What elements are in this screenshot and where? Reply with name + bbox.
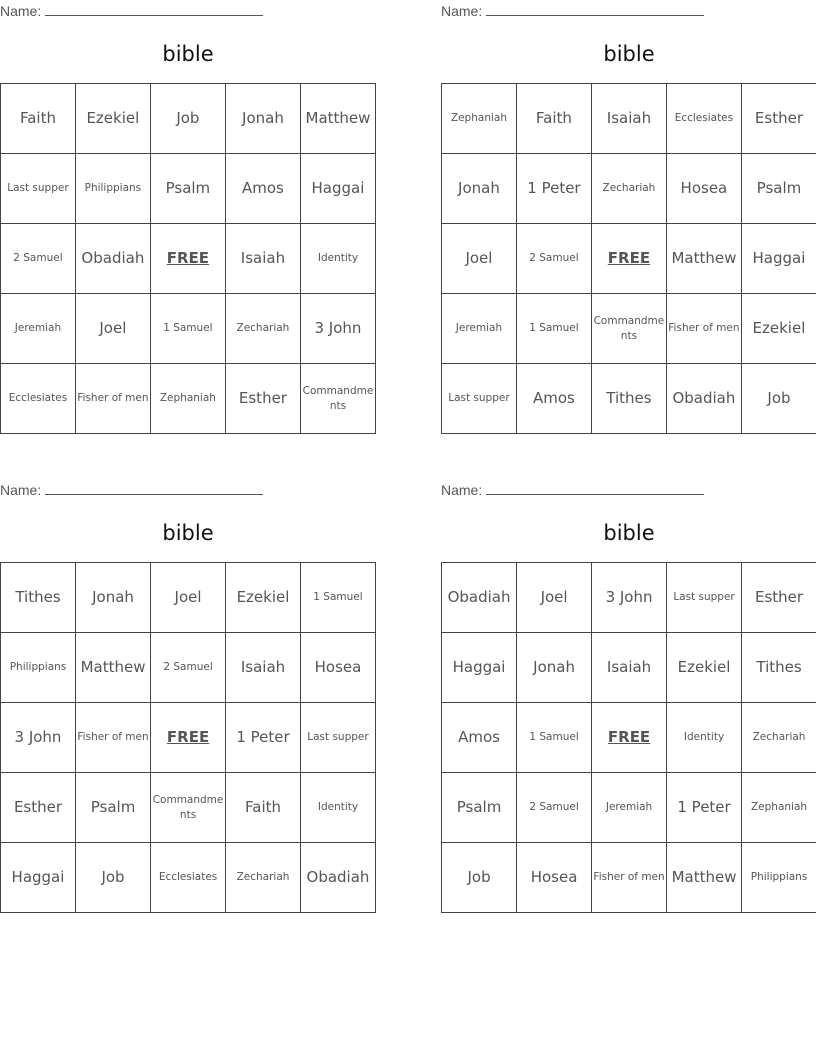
bingo-cell[interactable]: Philippians	[1, 633, 76, 703]
bingo-cell[interactable]: Job	[741, 364, 816, 434]
name-label: Name:	[0, 3, 42, 19]
bingo-cell[interactable]: Hosea	[666, 154, 741, 224]
grid-row	[442, 154, 816, 224]
bingo-cell[interactable]: Isaiah	[591, 84, 666, 154]
grid-row	[1, 633, 376, 703]
bingo-cell[interactable]: Last supper	[442, 364, 517, 434]
bingo-cell[interactable]: Haggai	[442, 633, 517, 703]
bingo-cell[interactable]: Identity	[300, 224, 375, 294]
bingo-cell[interactable]: Jeremiah	[592, 773, 667, 843]
name-label: Name:	[441, 3, 483, 19]
bingo-cell[interactable]: Commandments	[300, 364, 375, 434]
bingo-cell[interactable]: Joel	[517, 563, 592, 633]
card-title: bible	[162, 521, 214, 545]
bingo-cell[interactable]: Psalm	[741, 154, 816, 224]
bingo-cell[interactable]: 1 Samuel	[300, 563, 375, 633]
bingo-cell[interactable]: Zechariah	[591, 154, 666, 224]
name-label: Name:	[0, 482, 42, 498]
bingo-cell[interactable]: Fisher of men	[592, 843, 667, 913]
bingo-cell[interactable]: Zechariah	[225, 294, 300, 364]
bingo-cell[interactable]: Isaiah	[226, 633, 301, 703]
bingo-cell[interactable]: Amos	[442, 703, 517, 773]
grid-row	[1, 843, 376, 913]
bingo-cell[interactable]: Fisher of men	[75, 703, 150, 773]
bingo-cell[interactable]: 3 John	[592, 563, 667, 633]
bingo-cell[interactable]: Ezekiel	[741, 294, 816, 364]
grid-row	[442, 703, 816, 773]
bingo-cell[interactable]: Ezekiel	[226, 563, 301, 633]
bingo-grid	[441, 83, 816, 434]
bingo-cell[interactable]: Zechariah	[226, 843, 301, 913]
bingo-cell[interactable]: Psalm	[75, 773, 150, 843]
bingo-cell[interactable]: 3 John	[1, 703, 76, 773]
bingo-cell[interactable]: Jeremiah	[442, 294, 517, 364]
bingo-cell[interactable]: Haggai	[300, 154, 375, 224]
grid-row	[1, 563, 376, 633]
bingo-cell[interactable]: 1 Peter	[516, 154, 591, 224]
bingo-cell[interactable]: Esther	[741, 84, 816, 154]
grid-row	[442, 84, 816, 154]
bingo-cell[interactable]: Tithes	[1, 563, 76, 633]
grid-row	[1, 84, 376, 154]
free-space-cell[interactable]: FREE	[150, 224, 225, 294]
bingo-cell[interactable]: Matthew	[667, 843, 742, 913]
bingo-cell[interactable]: Tithes	[591, 364, 666, 434]
bingo-cell[interactable]: Last supper	[300, 703, 375, 773]
bingo-cell[interactable]: Philippians	[75, 154, 150, 224]
grid-row	[1, 364, 376, 434]
bingo-cell[interactable]: Esther	[742, 563, 816, 633]
bingo-cell[interactable]: Zephaniah	[742, 773, 816, 843]
bingo-cell[interactable]: Job	[150, 84, 225, 154]
grid-row	[442, 773, 816, 843]
grid-row	[1, 224, 376, 294]
bingo-cell[interactable]: 2 Samuel	[517, 773, 592, 843]
bingo-cell[interactable]: Joel	[442, 224, 517, 294]
bingo-cell[interactable]: Matthew	[666, 224, 741, 294]
bingo-cell[interactable]: Obadiah	[666, 364, 741, 434]
bingo-cell[interactable]: Tithes	[742, 633, 816, 703]
bingo-cell[interactable]: Last supper	[1, 154, 76, 224]
name-blank-line[interactable]	[486, 3, 704, 16]
bingo-cell[interactable]: Matthew	[300, 84, 375, 154]
name-blank-line[interactable]	[45, 482, 263, 495]
bingo-cell[interactable]: Philippians	[742, 843, 816, 913]
bingo-cell[interactable]: Jonah	[75, 563, 150, 633]
bingo-cell[interactable]: Fisher of men	[666, 294, 741, 364]
bingo-cell[interactable]: Commandments	[151, 773, 226, 843]
bingo-cell[interactable]: 1 Samuel	[516, 294, 591, 364]
grid-row	[1, 773, 376, 843]
bingo-cell[interactable]: Amos	[516, 364, 591, 434]
grid-row	[442, 224, 816, 294]
bingo-cell[interactable]: Isaiah	[592, 633, 667, 703]
bingo-cell[interactable]: Jonah	[517, 633, 592, 703]
grid-row	[1, 294, 376, 364]
name-field	[441, 3, 704, 19]
grid-row	[442, 364, 816, 434]
bingo-cell[interactable]: Zephaniah	[442, 84, 517, 154]
name-blank-line[interactable]	[486, 482, 704, 495]
bingo-cell[interactable]: Faith	[1, 84, 76, 154]
bingo-cell[interactable]: 1 Samuel	[517, 703, 592, 773]
bingo-grid	[0, 562, 376, 913]
bingo-cell[interactable]: Job	[75, 843, 150, 913]
bingo-cell[interactable]: Psalm	[442, 773, 517, 843]
bingo-grid	[441, 562, 816, 913]
bingo-cell[interactable]: 2 Samuel	[1, 224, 76, 294]
bingo-cell[interactable]: 2 Samuel	[516, 224, 591, 294]
grid-row	[1, 154, 376, 224]
bingo-cell[interactable]: Ecclesiates	[1, 364, 76, 434]
bingo-cell[interactable]: Obadiah	[442, 563, 517, 633]
name-field	[0, 482, 263, 498]
bingo-cell[interactable]: 3 John	[300, 294, 375, 364]
bingo-cell[interactable]: Joel	[75, 294, 150, 364]
bingo-cell[interactable]: Matthew	[75, 633, 150, 703]
free-space-cell[interactable]: FREE	[151, 703, 226, 773]
bingo-cell[interactable]: 1 Samuel	[150, 294, 225, 364]
free-space-cell[interactable]: FREE	[592, 703, 667, 773]
bingo-cell[interactable]: Haggai	[741, 224, 816, 294]
grid-row	[442, 633, 816, 703]
bingo-cell[interactable]: Ezekiel	[75, 84, 150, 154]
bingo-cell[interactable]: Hosea	[300, 633, 375, 703]
bingo-cell[interactable]: Isaiah	[225, 224, 300, 294]
bingo-cell[interactable]: Haggai	[1, 843, 76, 913]
bingo-cell[interactable]: 1 Peter	[226, 703, 301, 773]
name-field	[0, 3, 263, 19]
grid-row	[1, 703, 376, 773]
bingo-cell[interactable]: Esther	[225, 364, 300, 434]
bingo-cell[interactable]: Jonah	[225, 84, 300, 154]
bingo-cell[interactable]: Faith	[516, 84, 591, 154]
name-blank-line[interactable]	[45, 3, 263, 16]
bingo-cell[interactable]: Job	[442, 843, 517, 913]
bingo-cell[interactable]: Ecclesiates	[666, 84, 741, 154]
bingo-cell[interactable]: Hosea	[517, 843, 592, 913]
bingo-cell[interactable]: Identity	[667, 703, 742, 773]
bingo-cell[interactable]: Esther	[1, 773, 76, 843]
bingo-cell[interactable]: Last supper	[667, 563, 742, 633]
grid-row	[442, 294, 816, 364]
bingo-cell[interactable]: Obadiah	[300, 843, 375, 913]
bingo-cell[interactable]: Faith	[226, 773, 301, 843]
name-label: Name:	[441, 482, 483, 498]
bingo-cell[interactable]: Ezekiel	[667, 633, 742, 703]
name-field	[441, 482, 704, 498]
card-title: bible	[603, 42, 655, 66]
bingo-cell[interactable]: 2 Samuel	[151, 633, 226, 703]
grid-row	[442, 563, 816, 633]
bingo-cell[interactable]: Psalm	[150, 154, 225, 224]
bingo-cell[interactable]: Commandments	[591, 294, 666, 364]
card-title: bible	[603, 521, 655, 545]
bingo-cell[interactable]: Zephaniah	[150, 364, 225, 434]
bingo-cell[interactable]: Amos	[225, 154, 300, 224]
free-space-cell[interactable]: FREE	[591, 224, 666, 294]
bingo-cell[interactable]: Joel	[151, 563, 226, 633]
bingo-cell[interactable]: Jeremiah	[1, 294, 76, 364]
grid-row	[442, 843, 816, 913]
bingo-cell[interactable]: Obadiah	[75, 224, 150, 294]
card-title: bible	[162, 42, 214, 66]
bingo-cell[interactable]: Identity	[300, 773, 375, 843]
bingo-cell[interactable]: 1 Peter	[667, 773, 742, 843]
bingo-cell[interactable]: Zechariah	[742, 703, 816, 773]
bingo-cell[interactable]: Ecclesiates	[151, 843, 226, 913]
bingo-cell[interactable]: Fisher of men	[75, 364, 150, 434]
bingo-grid	[0, 83, 376, 434]
bingo-cell[interactable]: Jonah	[442, 154, 517, 224]
